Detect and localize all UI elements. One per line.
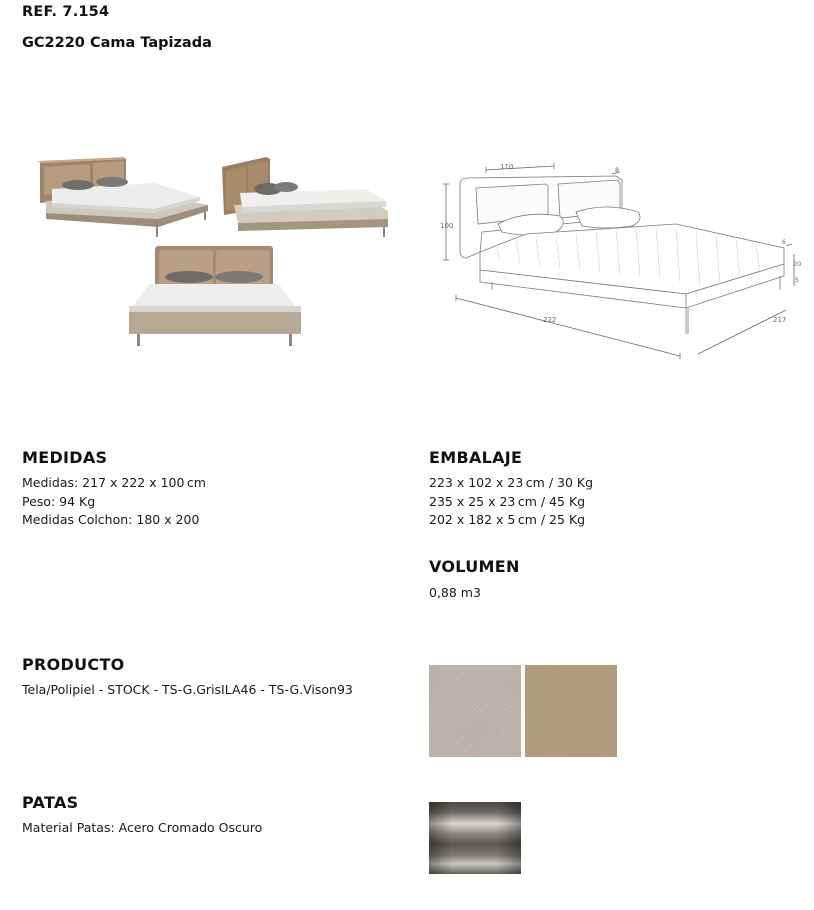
product-title: GC2220 Cama Tapizada <box>22 35 212 51</box>
bed-photo-angle-left <box>38 155 210 241</box>
medidas-line: Medidas: 217 x 222 x 100 cm <box>22 475 206 490</box>
medidas-details <box>22 474 206 530</box>
peso-line: Peso: 94 Kg <box>22 493 96 509</box>
volumen-heading: VOLUMEN <box>429 557 520 576</box>
package-line-2: 235 x 25 x 23 cm / 45 Kg <box>429 493 586 509</box>
producto-text: Tela/Polipiel - STOCK - TS-G.GrisILA46 - TS-G.Vison93 <box>22 682 353 697</box>
dim-width: 217 <box>773 316 787 324</box>
patas-heading: PATAS <box>22 793 79 812</box>
dim-width-top: 110 <box>500 163 514 171</box>
fabric-swatch-gris <box>429 665 521 757</box>
dim-leg-top: 20 <box>793 260 802 268</box>
embalaje-details <box>429 474 593 530</box>
package-line-3: 202 x 182 x 5 cm / 25 Kg <box>429 512 586 527</box>
dim-small-top: 8 <box>615 167 619 174</box>
reference-number: REF. 7.154 <box>22 4 110 20</box>
producto-heading: PRODUCTO <box>22 655 125 674</box>
dim-leg-bottom: 5 <box>795 277 799 284</box>
patas-text: Material Patas: Acero Cromado Oscuro <box>22 820 263 835</box>
bed-photo-front <box>127 244 303 348</box>
technical-drawing <box>436 160 806 360</box>
dim-length: 222 <box>543 316 557 324</box>
bed-photo-angle-right <box>220 155 390 240</box>
fabric-swatch-vison <box>525 665 617 757</box>
medidas-heading: MEDIDAS <box>22 448 108 467</box>
embalaje-heading: EMBALAJE <box>429 448 523 467</box>
package-line-1: 223 x 102 x 23 cm / 30 Kg <box>429 475 594 490</box>
volumen-value: 0,88 m3 <box>429 585 481 600</box>
dim-height: 100 <box>440 222 454 230</box>
colchon-line: Medidas Colchon: 180 x 200 <box>22 512 200 527</box>
dim-small-right: 6 <box>782 239 786 246</box>
metal-swatch-acero <box>429 802 521 874</box>
